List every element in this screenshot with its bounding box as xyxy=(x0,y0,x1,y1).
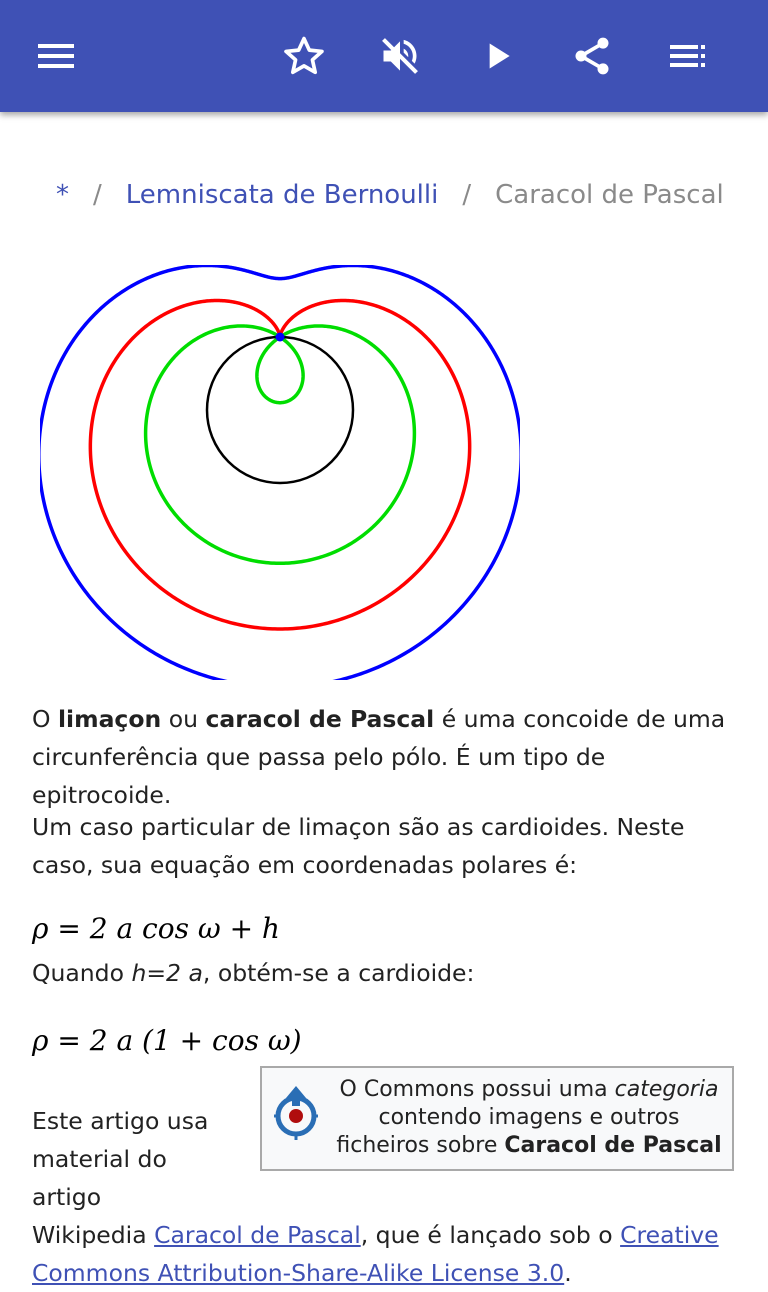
text: . xyxy=(564,1259,572,1287)
attribution-paragraph xyxy=(32,1102,742,1292)
commons-subject: Caracol de Pascal xyxy=(504,1133,722,1158)
term-caracol: caracol de Pascal xyxy=(205,705,435,733)
limacon-figure xyxy=(40,265,520,680)
cardioid-curve xyxy=(90,301,469,630)
table-of-contents-icon xyxy=(668,36,708,76)
equation-cardioid: ρ = 2 a (1 + cos ω) xyxy=(32,1024,302,1057)
breadcrumb-root-link[interactable]: * xyxy=(56,180,69,210)
hamburger-menu-icon xyxy=(36,36,76,76)
breadcrumb-separator: / xyxy=(93,180,102,210)
limacon-curve-inner-loop xyxy=(146,326,415,563)
text: ou xyxy=(161,705,206,733)
commons-category-link[interactable]: categoria xyxy=(614,1077,719,1102)
play-button[interactable] xyxy=(470,28,526,84)
mute-button[interactable] xyxy=(372,28,428,84)
text: O Commons possui uma xyxy=(339,1077,615,1102)
condition-paragraph xyxy=(32,954,742,992)
limacon-curve-outer xyxy=(40,265,520,680)
text: Este artigo usa material do artigo Wikipedia xyxy=(32,1107,209,1249)
breadcrumb-separator: / xyxy=(462,180,472,210)
float-spacer xyxy=(216,1102,742,1182)
cardioid-paragraph: Um caso particular de limaçon são as cardioides. Neste caso, sua equação em coordenadas polares é: xyxy=(32,813,685,879)
text: contendo imagens e outros ficheiros sobre xyxy=(336,1105,680,1158)
license-link[interactable]: Creative Commons Attribution-Share-Alike License 3.0 xyxy=(32,1221,719,1287)
play-icon xyxy=(478,36,518,76)
text: , que é lançado sob o xyxy=(360,1221,621,1249)
equation-limacon: ρ = 2 a cos ω + h xyxy=(32,912,280,945)
intro-paragraph xyxy=(32,700,742,814)
base-circle xyxy=(207,337,353,483)
text: , obtém-se a cardioide: xyxy=(202,959,475,987)
menu-button[interactable] xyxy=(28,28,84,84)
star-outline-icon xyxy=(282,34,326,78)
term-limacon: limaçon xyxy=(57,705,162,733)
volume-off-icon xyxy=(378,34,422,78)
text: Quando xyxy=(32,959,132,987)
breadcrumb-current: Caracol de Pascal xyxy=(495,180,724,210)
table-of-contents-button[interactable] xyxy=(660,28,716,84)
breadcrumb xyxy=(56,180,724,210)
bookmark-star-button[interactable] xyxy=(276,28,332,84)
text: O xyxy=(32,705,58,733)
breadcrumb-parent-link[interactable]: Lemniscata de Bernoulli xyxy=(125,180,439,210)
condition-value: h=2 a xyxy=(131,959,203,987)
share-button[interactable] xyxy=(564,28,620,84)
pole-point xyxy=(276,333,285,342)
wikipedia-article-link[interactable]: Caracol de Pascal xyxy=(154,1221,361,1249)
text: é uma concoide de uma circunferência que passa pelo pólo. É um tipo de epitrocoide. xyxy=(32,705,726,809)
share-icon xyxy=(570,34,614,78)
app-bar xyxy=(0,0,768,112)
